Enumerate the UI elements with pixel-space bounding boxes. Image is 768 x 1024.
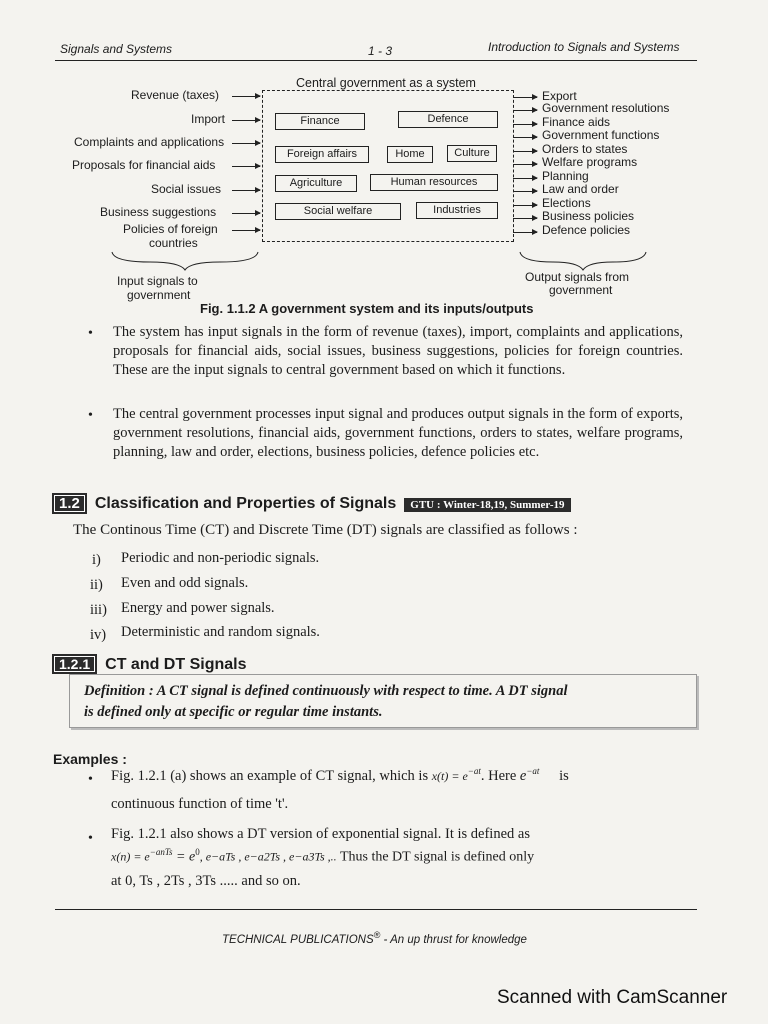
list-item-text: Energy and power signals.: [121, 600, 275, 616]
output-arrow: [513, 97, 537, 98]
output-arrow: [513, 164, 537, 165]
footer-reg-mark: ®: [373, 930, 381, 940]
output-arrow: [513, 178, 537, 179]
output-group-label: government: [549, 283, 613, 297]
section-heading-1-2-1: [52, 654, 246, 674]
output-label: Defence policies: [542, 223, 631, 237]
output-arrow: [513, 137, 537, 138]
output-arrow: [513, 218, 537, 219]
gtu-exam-tag: GTU : Winter-18,19, Summer-19: [404, 498, 570, 512]
output-label: Planning: [542, 169, 589, 183]
output-label: Elections: [542, 196, 591, 210]
list-item-text: Periodic and non-periodic signals.: [121, 550, 320, 566]
input-label: Complaints and applications: [74, 135, 225, 149]
input-label: Business suggestions: [100, 205, 217, 219]
output-label: Law and order: [542, 182, 619, 196]
input-label: Policies of foreign: [123, 222, 218, 236]
input-arrow: [232, 143, 260, 144]
example-2-line: Fig. 1.2.1 also shows a DT version of exponential signal. It is defined as: [111, 826, 530, 842]
list-item-number: iv): [90, 627, 107, 643]
section-number: 1.2.1: [52, 654, 97, 674]
bullet-marker: •: [88, 772, 93, 787]
block-home: Home: [387, 146, 433, 163]
input-arrow: [232, 190, 260, 191]
example-2-line-3: at 0, Ts , 2Ts , 3Ts ..... and so on.: [111, 873, 301, 889]
block-agriculture: Agriculture: [275, 175, 357, 192]
block-foreign-affairs: Foreign affairs: [275, 146, 369, 163]
bullet-marker: •: [88, 326, 93, 341]
input-label: Revenue (taxes): [131, 88, 220, 102]
footer-publisher: TECHNICAL PUBLICATIONS: [222, 933, 374, 946]
input-arrow: [232, 213, 260, 214]
input-arrow: [232, 230, 260, 231]
block-industries: Industries: [416, 202, 498, 219]
bullet-paragraph: The system has input signals in the form of revenue (taxes), import, complaints and applications, proposals for financial aids, social issues, business suggestions, policies for foreign countries. These are the input signals to central government based on which it functions.: [113, 324, 683, 378]
camscanner-watermark: Scanned with CamScanner: [497, 987, 728, 1008]
footer-rule: [55, 909, 697, 910]
input-arrow: [232, 96, 260, 97]
output-arrow: [513, 151, 537, 152]
input-label: countries: [149, 236, 198, 250]
output-arrow: [513, 205, 537, 206]
header-page-number: 1 - 3: [368, 44, 393, 58]
block-defence: Defence: [398, 111, 498, 128]
input-arrow: [232, 166, 260, 167]
input-brace: [110, 250, 260, 272]
classification-intro: The Continous Time (CT) and Discrete Time (DT) signals are classified as follows :: [73, 522, 578, 538]
example-1-line-2: continuous function of time 't'.: [111, 796, 289, 812]
footer-tagline: - An up thrust for knowledge: [383, 933, 527, 946]
example-1-line: Fig. 1.2.1 (a) shows an example of CT signal, which is $x(t) = e^{-at}$. Here $e^{-at}$ is: [111, 766, 569, 784]
list-item-number: i): [92, 552, 101, 568]
list-item-text: Deterministic and random signals.: [121, 624, 320, 640]
header-rule: [55, 60, 697, 61]
header-right: Introduction to Signals and Systems: [488, 40, 680, 54]
block-culture: Culture: [447, 145, 497, 162]
input-label: Social issues: [151, 182, 222, 196]
examples-heading: Examples :: [53, 751, 127, 767]
bullet-marker: •: [88, 408, 93, 423]
input-group-label: government: [127, 288, 191, 302]
input-arrow: [232, 120, 260, 121]
output-label: Government functions: [542, 128, 660, 142]
definition-text: Definition : A CT signal is defined continuously with respect to time. A DT signal: [84, 683, 568, 699]
section-number: 1.2: [52, 493, 87, 514]
footer: [222, 930, 527, 946]
output-arrow: [513, 124, 537, 125]
block-finance: Finance: [275, 113, 365, 130]
example-2-formula-line: $x(n) = e^{-anTs} = e^0$, e−aTs , e−a2Ts , e−a3Ts ,.. Thus the DT signal is defined only: [111, 847, 535, 865]
list-item-number: iii): [90, 602, 107, 618]
header-left: Signals and Systems: [60, 42, 173, 56]
output-label: Orders to states: [542, 142, 628, 156]
bullet-marker: •: [88, 831, 93, 846]
section-title: Classification and Properties of Signals: [94, 495, 397, 512]
output-arrow: [513, 191, 537, 192]
output-arrow: [513, 232, 537, 233]
block-social-welfare: Social welfare: [275, 203, 401, 220]
bullet-paragraph: The central government processes input signal and produces output signals in the form of exports, government resolutions, financial aids, government functions, orders to states, welfare programs, planning, law and order, elections, business policies, defence policies etc.: [113, 406, 683, 460]
input-label: Proposals for financial aids: [72, 158, 216, 172]
system-title: Central government as a system: [296, 76, 476, 90]
list-item-text: Even and odd signals.: [121, 575, 249, 591]
input-label: Import: [191, 112, 226, 126]
section-heading-1-2: [52, 493, 571, 514]
output-label: Finance aids: [542, 115, 611, 129]
output-brace: [518, 250, 648, 272]
output-label: Welfare programs: [542, 155, 638, 169]
figure-caption: Fig. 1.1.2 A government system and its inputs/outputs: [200, 301, 534, 316]
input-group-label: Input signals to: [117, 274, 198, 288]
output-group-label: Output signals from: [525, 270, 630, 284]
output-label: Export: [542, 89, 577, 103]
output-label: Business policies: [542, 209, 635, 223]
output-arrow: [513, 110, 537, 111]
block-human-resources: Human resources: [370, 174, 498, 191]
output-label: Government resolutions: [542, 101, 670, 115]
definition-text: is defined only at specific or regular time instants.: [84, 704, 383, 720]
list-item-number: ii): [90, 577, 103, 593]
definition-box: [69, 674, 697, 728]
section-title: CT and DT Signals: [105, 656, 247, 673]
